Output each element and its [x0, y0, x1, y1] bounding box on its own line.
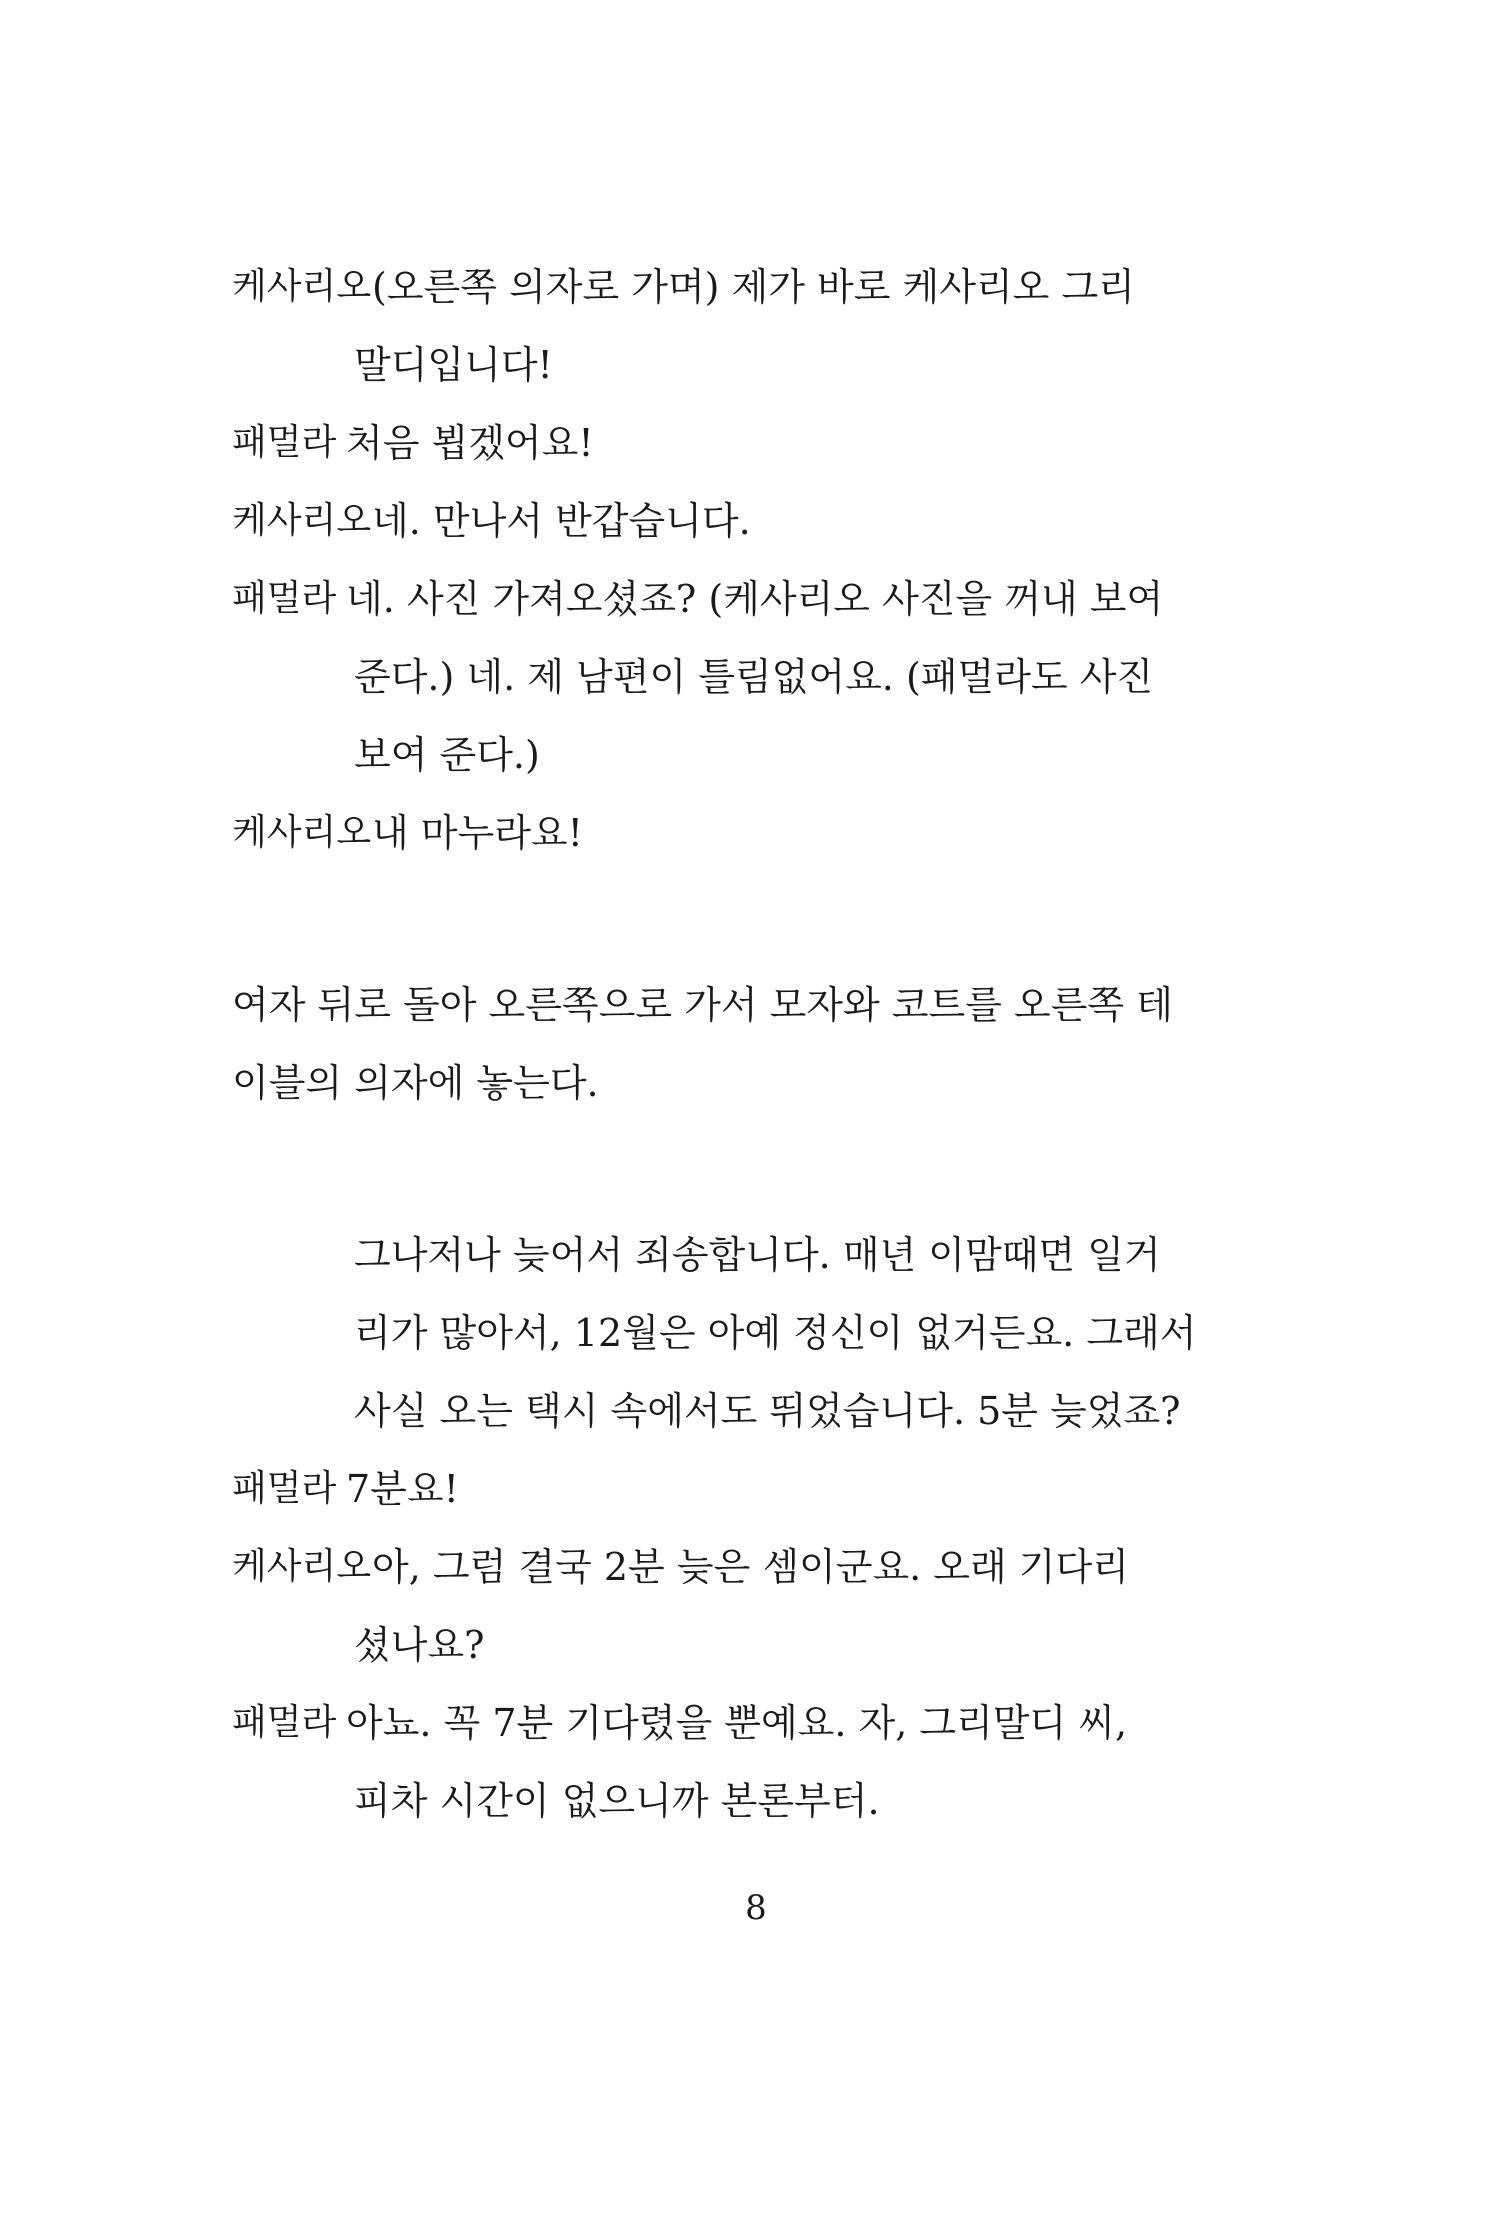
stage-direction-line — [232, 1044, 1242, 1122]
dialogue-line — [232, 1450, 1242, 1528]
dialogue-line — [232, 1684, 1242, 1762]
dialogue-line — [232, 794, 1242, 872]
dialogue-text: 사실 오는 택시 속에서도 뛰었습니다. 5분 늦었죠? — [354, 1389, 1181, 1433]
stage-direction-text: 여자 뒤로 돌아 오른쪽으로 가서 모자와 코트를 오른쪽 테 — [232, 983, 1173, 1027]
speaker-name: 패멀라 — [232, 1702, 337, 1743]
dialogue-text: (오른쪽 의자로 가며) 제가 바로 케사리오 그리 — [372, 265, 1135, 309]
dialogue-continuation — [232, 716, 1242, 794]
dialogue-line — [232, 1528, 1242, 1606]
dialogue-text: 네. 만나서 반갑습니다. — [372, 499, 751, 543]
dialogue-text: 리가 많아서, 12월은 아예 정신이 없거든요. 그래서 — [354, 1311, 1197, 1355]
dialogue-text: 피차 시간이 없으니까 본론부터. — [354, 1779, 880, 1823]
stage-direction-text: 이블의 의자에 놓는다. — [232, 1061, 599, 1105]
speaker-name: 케사리오 — [232, 500, 372, 541]
dialogue-text: 그나저나 늦어서 죄송합니다. 매년 이맘때면 일거 — [354, 1233, 1161, 1277]
speaker-name: 케사리오 — [232, 1546, 372, 1587]
dialogue-text: 아, 그럼 결국 2분 늦은 셈이군요. 오래 기다리 — [372, 1545, 1129, 1589]
dialogue-text: 아뇨. 꼭 7분 기다렸을 뿐예요. 자, 그리말디 씨, — [346, 1701, 1128, 1745]
speaker-name: 패멀라 — [232, 578, 337, 619]
page-number: 8 — [745, 1888, 767, 1928]
dialogue-line — [232, 560, 1242, 638]
dialogue-continuation — [232, 1372, 1242, 1450]
dialogue-text: 셨나요? — [354, 1623, 485, 1667]
dialogue-continuation — [232, 326, 1242, 404]
speaker-name: 케사리오 — [232, 266, 372, 307]
dialogue-text: 보여 준다.) — [354, 733, 540, 777]
dialogue-text: 네. 사진 가져오셨죠? (케사리오 사진을 꺼내 보여 — [346, 577, 1164, 621]
dialogue-text: 준다.) 네. 제 남편이 틀림없어요. (패멀라도 사진 — [354, 655, 1154, 699]
script-content — [232, 248, 1242, 1840]
speaker-name: 패멀라 — [232, 1468, 337, 1509]
dialogue-continuation — [232, 1606, 1242, 1684]
dialogue-continuation — [232, 1216, 1242, 1294]
stage-direction-line — [232, 966, 1242, 1044]
spacer — [232, 872, 1242, 966]
spacer — [232, 1122, 1242, 1216]
dialogue-line — [232, 404, 1242, 482]
speaker-name: 케사리오 — [232, 812, 372, 853]
dialogue-text: 7분요! — [346, 1467, 459, 1511]
dialogue-text: 말디입니다! — [354, 343, 553, 387]
dialogue-continuation — [232, 1294, 1242, 1372]
dialogue-continuation — [232, 1762, 1242, 1840]
dialogue-line — [232, 482, 1242, 560]
dialogue-text: 내 마누라요! — [372, 811, 583, 855]
dialogue-line — [232, 248, 1242, 326]
dialogue-text: 처음 뵙겠어요! — [346, 421, 594, 465]
dialogue-continuation — [232, 638, 1242, 716]
speaker-name: 패멀라 — [232, 422, 337, 463]
